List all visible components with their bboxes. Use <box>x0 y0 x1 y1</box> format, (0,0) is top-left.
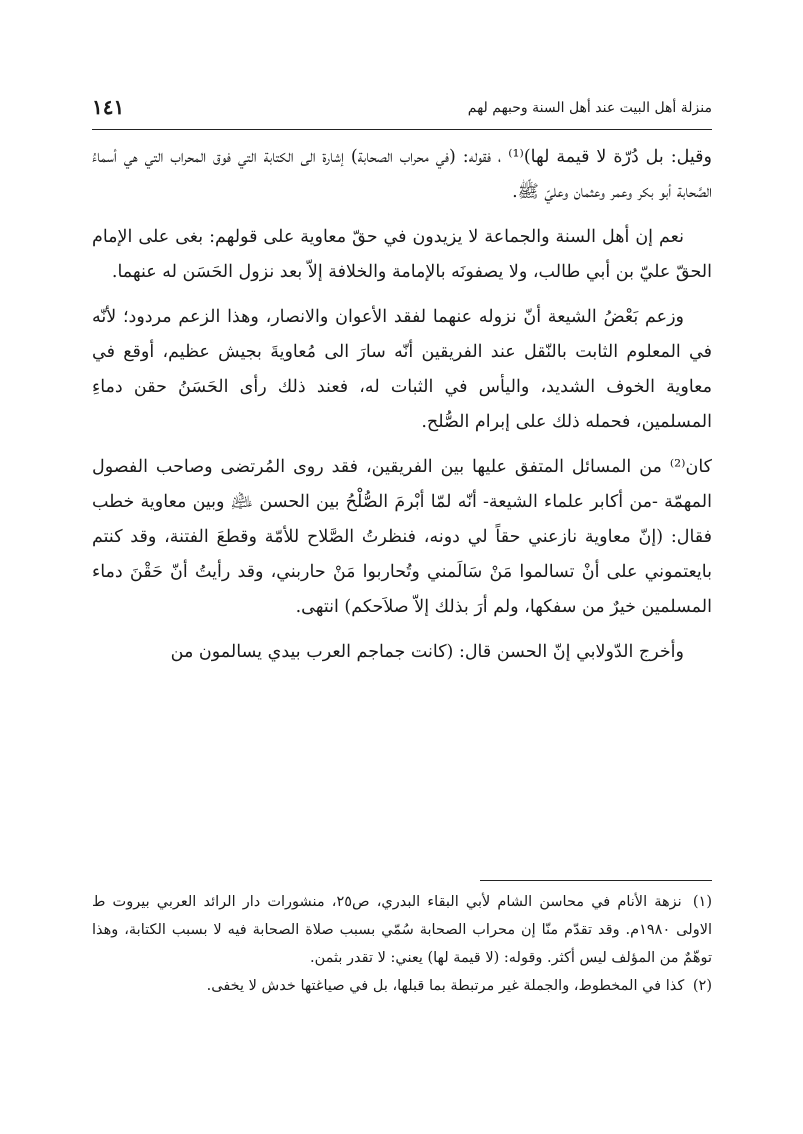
header-rule <box>92 129 712 130</box>
body-text <box>92 140 712 680</box>
paragraph-5: وأخرج الدّولابي إنّ الحسن قال: (كانت جماجم العرب بيدي يسالمون من <box>170 642 684 662</box>
footnote-number: (٢) <box>692 978 712 994</box>
footnote-text: نزهة الأنام في محاسن الشام لأبي البقاء البدري، ص٢٥، منشورات دار الرائد العربي بيروت ط الاولى ١٩٨٠م. وقد تقدّم منّا إن محراب الصحابة سُمّي بسبب صلاة الصحابة فيه لا بسبب الكتابة، وهذا توهّمٌ من المؤلف ليس أكثر. وقوله: (لا قيمة لها) يعني: لا تقدر بثمن. <box>92 894 712 966</box>
paragraph-4: كان⁽²⁾ من المسائل المتفق عليها بين الفريقين، فقد روى المُرتضى وصاحب الفصول المهمّة -من أكابر علماء الشيعة- أنّه لمّا أبْرمَ الصُّلْحُ بين الحسن ﵇ وبين معاوية خطب فقال: (إنّ معاوية نازعني حقاً لي دونه، فنظرتُ الصَّلاح للأمّة وقطعَ الفتنة، وقد كنتم بايعتموني على أنْ تسالموا مَنْ سَالَمني وتُحاربوا مَنْ حاربني، وقد رأيتُ أنّ حَقْنَ دماء المسلمين خيرٌ من سفكها، ولم أرَ بذلك إلاّ صلاَحكم) انتهى. <box>92 457 712 617</box>
footnote-separator <box>480 880 712 881</box>
running-title: منزلة أهل البيت عند أهل السنة وحبهم لهم <box>467 100 712 116</box>
running-header <box>92 96 712 130</box>
paragraph-2: نعم إن أهل السنة والجماعة لا يزيدون في حقّ معاوية على قولهم: بغى على الإمام الحقّ عليّ بن أبي طالب، ولا يصفونَه بالإمامة والخلافة إلاّ بعد نزول الحَسَن له عنهما. <box>92 227 712 282</box>
footnote-text: كذا في المخطوط، والجملة غير مرتبطة بما قبلها، بل في صياغتها خدش لا يخفى. <box>206 978 685 994</box>
footnote-1 <box>92 888 712 972</box>
paragraph-1: وقيل: بل دُرّة لا قيمة لها)⁽¹⁾ ، فقوله: (في محراب الصحابة) إشارة الى الكتابة التي فوق المحراب التي هي أسماءُ الصَّحابة أبو بكر وعمر وعثمان وعليّ ﷺ. <box>92 147 712 202</box>
footnote-number: (١) <box>692 894 713 910</box>
footnote-2 <box>92 972 712 1000</box>
footnotes <box>92 888 712 1000</box>
page-number: ١٤١ <box>92 95 125 119</box>
paragraph-3: وزعم بَعْضُ الشيعة أنّ نزوله عنهما لفقد الأعوان والانصار، وهذا الزعم مردود؛ لأنّه في المعلوم الثابت بالنّقل عند الفريقين أنّه سارَ الى مُعاويةَ بجيش عظيم، أوقع في معاوية الخوف الشديد، واليأس في الثبات له، فعند ذلك رأى الحَسَنُ حقن دماءِ المسلمين، فحمله ذلك على إبرام الصُّلح. <box>92 307 712 432</box>
